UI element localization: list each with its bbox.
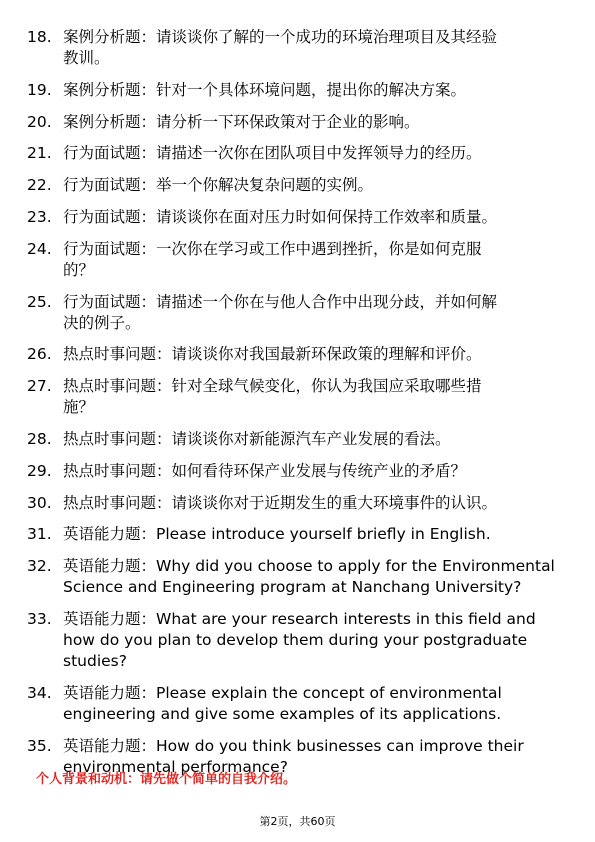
question-text-line: 行为面试题：请谈谈你在面对压力时如何保持工作效率和质量。 <box>63 207 498 226</box>
question-text-line: 行为面试题：举一个你解决复杂问题的实例。 <box>63 176 374 195</box>
question-number: 20. <box>27 112 52 131</box>
question-number: 33. <box>27 609 52 628</box>
question-item <box>0 524 595 545</box>
question-text-line: 案例分析题：针对一个具体环境问题，提出你的解决方案。 <box>63 80 467 99</box>
question-number: 30. <box>27 493 52 512</box>
question-text-line: 英语能力题：How do you think businesses can improve their <box>63 736 524 755</box>
question-item <box>0 344 595 365</box>
question-item <box>0 609 595 672</box>
question-text <box>63 80 563 101</box>
question-text-line: 行为面试题：请描述一次你在团队项目中发挥领导力的经历。 <box>63 144 482 163</box>
question-list <box>0 27 595 788</box>
question-item <box>0 292 595 334</box>
question-number: 32. <box>27 557 52 576</box>
question-item <box>0 429 595 450</box>
question-text <box>63 27 563 69</box>
question-item <box>0 80 595 101</box>
question-item <box>0 112 595 133</box>
question-text <box>63 556 563 598</box>
question-item <box>0 556 595 598</box>
question-text-line: 热点时事问题：针对全球气候变化，你认为我国应采取哪些措 <box>63 377 482 396</box>
question-text <box>63 429 563 450</box>
question-item <box>0 376 595 418</box>
question-text-line: 热点时事问题：请谈谈你对我国最新环保政策的理解和评价。 <box>63 345 482 364</box>
question-number: 22. <box>27 176 52 195</box>
question-text-line: 英语能力题：What are your research interests in this field and <box>63 609 536 628</box>
question-text-line: 施？ <box>63 398 95 417</box>
question-text <box>63 461 563 482</box>
question-number: 29. <box>27 461 52 480</box>
page-footer: 第2页，共60页 <box>259 815 336 828</box>
question-number: 24. <box>27 239 52 258</box>
question-text-line: engineering and give some examples of its applications. <box>63 704 502 723</box>
question-number: 25. <box>27 292 52 311</box>
question-item <box>0 27 595 69</box>
question-text-line: 的？ <box>63 260 95 279</box>
question-text-line: 行为面试题：一次你在学习或工作中遇到挫折，你是如何克服 <box>63 239 482 258</box>
question-text-line: 英语能力题：Please introduce yourself briefly in English. <box>63 525 491 544</box>
question-text-line: 英语能力题：Why did you choose to apply for the Environmental <box>63 557 555 576</box>
question-text-line: 决的例子。 <box>63 313 141 332</box>
question-text-line: studies? <box>63 651 127 670</box>
question-text <box>63 292 563 334</box>
question-text-line: how do you plan to develop them during your postgraduate <box>63 630 528 649</box>
section-heading: 个人背景和动机：请先做个简单的自我介绍。 <box>36 772 297 787</box>
question-text-line: 教训。 <box>63 49 110 67</box>
question-text-line: 热点时事问题：请谈谈你对新能源汽车产业发展的看法。 <box>63 429 451 448</box>
question-item <box>0 461 595 482</box>
question-item <box>0 207 595 228</box>
question-item <box>0 493 595 514</box>
question-text-line: 案例分析题：请谈谈你了解的一个成功的环境治理项目及其经验 <box>63 28 498 46</box>
question-text <box>63 207 563 228</box>
question-number: 21. <box>27 144 52 163</box>
question-text-line: 英语能力题：Please explain the concept of environmental <box>63 683 502 702</box>
question-text <box>63 344 563 365</box>
question-text-line: 行为面试题：请描述一个你在与他人合作中出现分歧，并如何解 <box>63 292 498 311</box>
question-number: 26. <box>27 345 52 364</box>
question-number: 28. <box>27 429 52 448</box>
question-text <box>63 524 563 545</box>
question-text-line: Science and Engineering program at Nanchang University? <box>63 578 522 597</box>
question-text-line: environmental performance? <box>63 757 288 776</box>
question-number: 23. <box>27 207 52 226</box>
question-text <box>63 175 563 196</box>
question-text-line: 热点时事问题：如何看待环保产业发展与传统产业的矛盾？ <box>63 461 467 480</box>
question-text <box>63 683 563 725</box>
question-text-line: 案例分析题：请分析一下环保政策对于企业的影响。 <box>63 112 420 131</box>
question-text <box>63 112 563 133</box>
question-text <box>63 143 563 164</box>
question-text <box>63 239 563 281</box>
question-text <box>63 376 563 418</box>
question-text <box>63 493 563 514</box>
question-number: 31. <box>27 525 52 544</box>
question-text <box>63 609 563 672</box>
question-item <box>0 239 595 281</box>
question-item <box>0 143 595 164</box>
question-number: 19. <box>27 80 52 99</box>
question-number: 35. <box>27 736 52 755</box>
question-number: 18. <box>27 28 52 46</box>
question-number: 27. <box>27 377 52 396</box>
question-item <box>0 683 595 725</box>
question-item <box>0 175 595 196</box>
question-text-line: 热点时事问题：请谈谈你对于近期发生的重大环境事件的认识。 <box>63 493 498 512</box>
question-number: 34. <box>27 683 52 702</box>
